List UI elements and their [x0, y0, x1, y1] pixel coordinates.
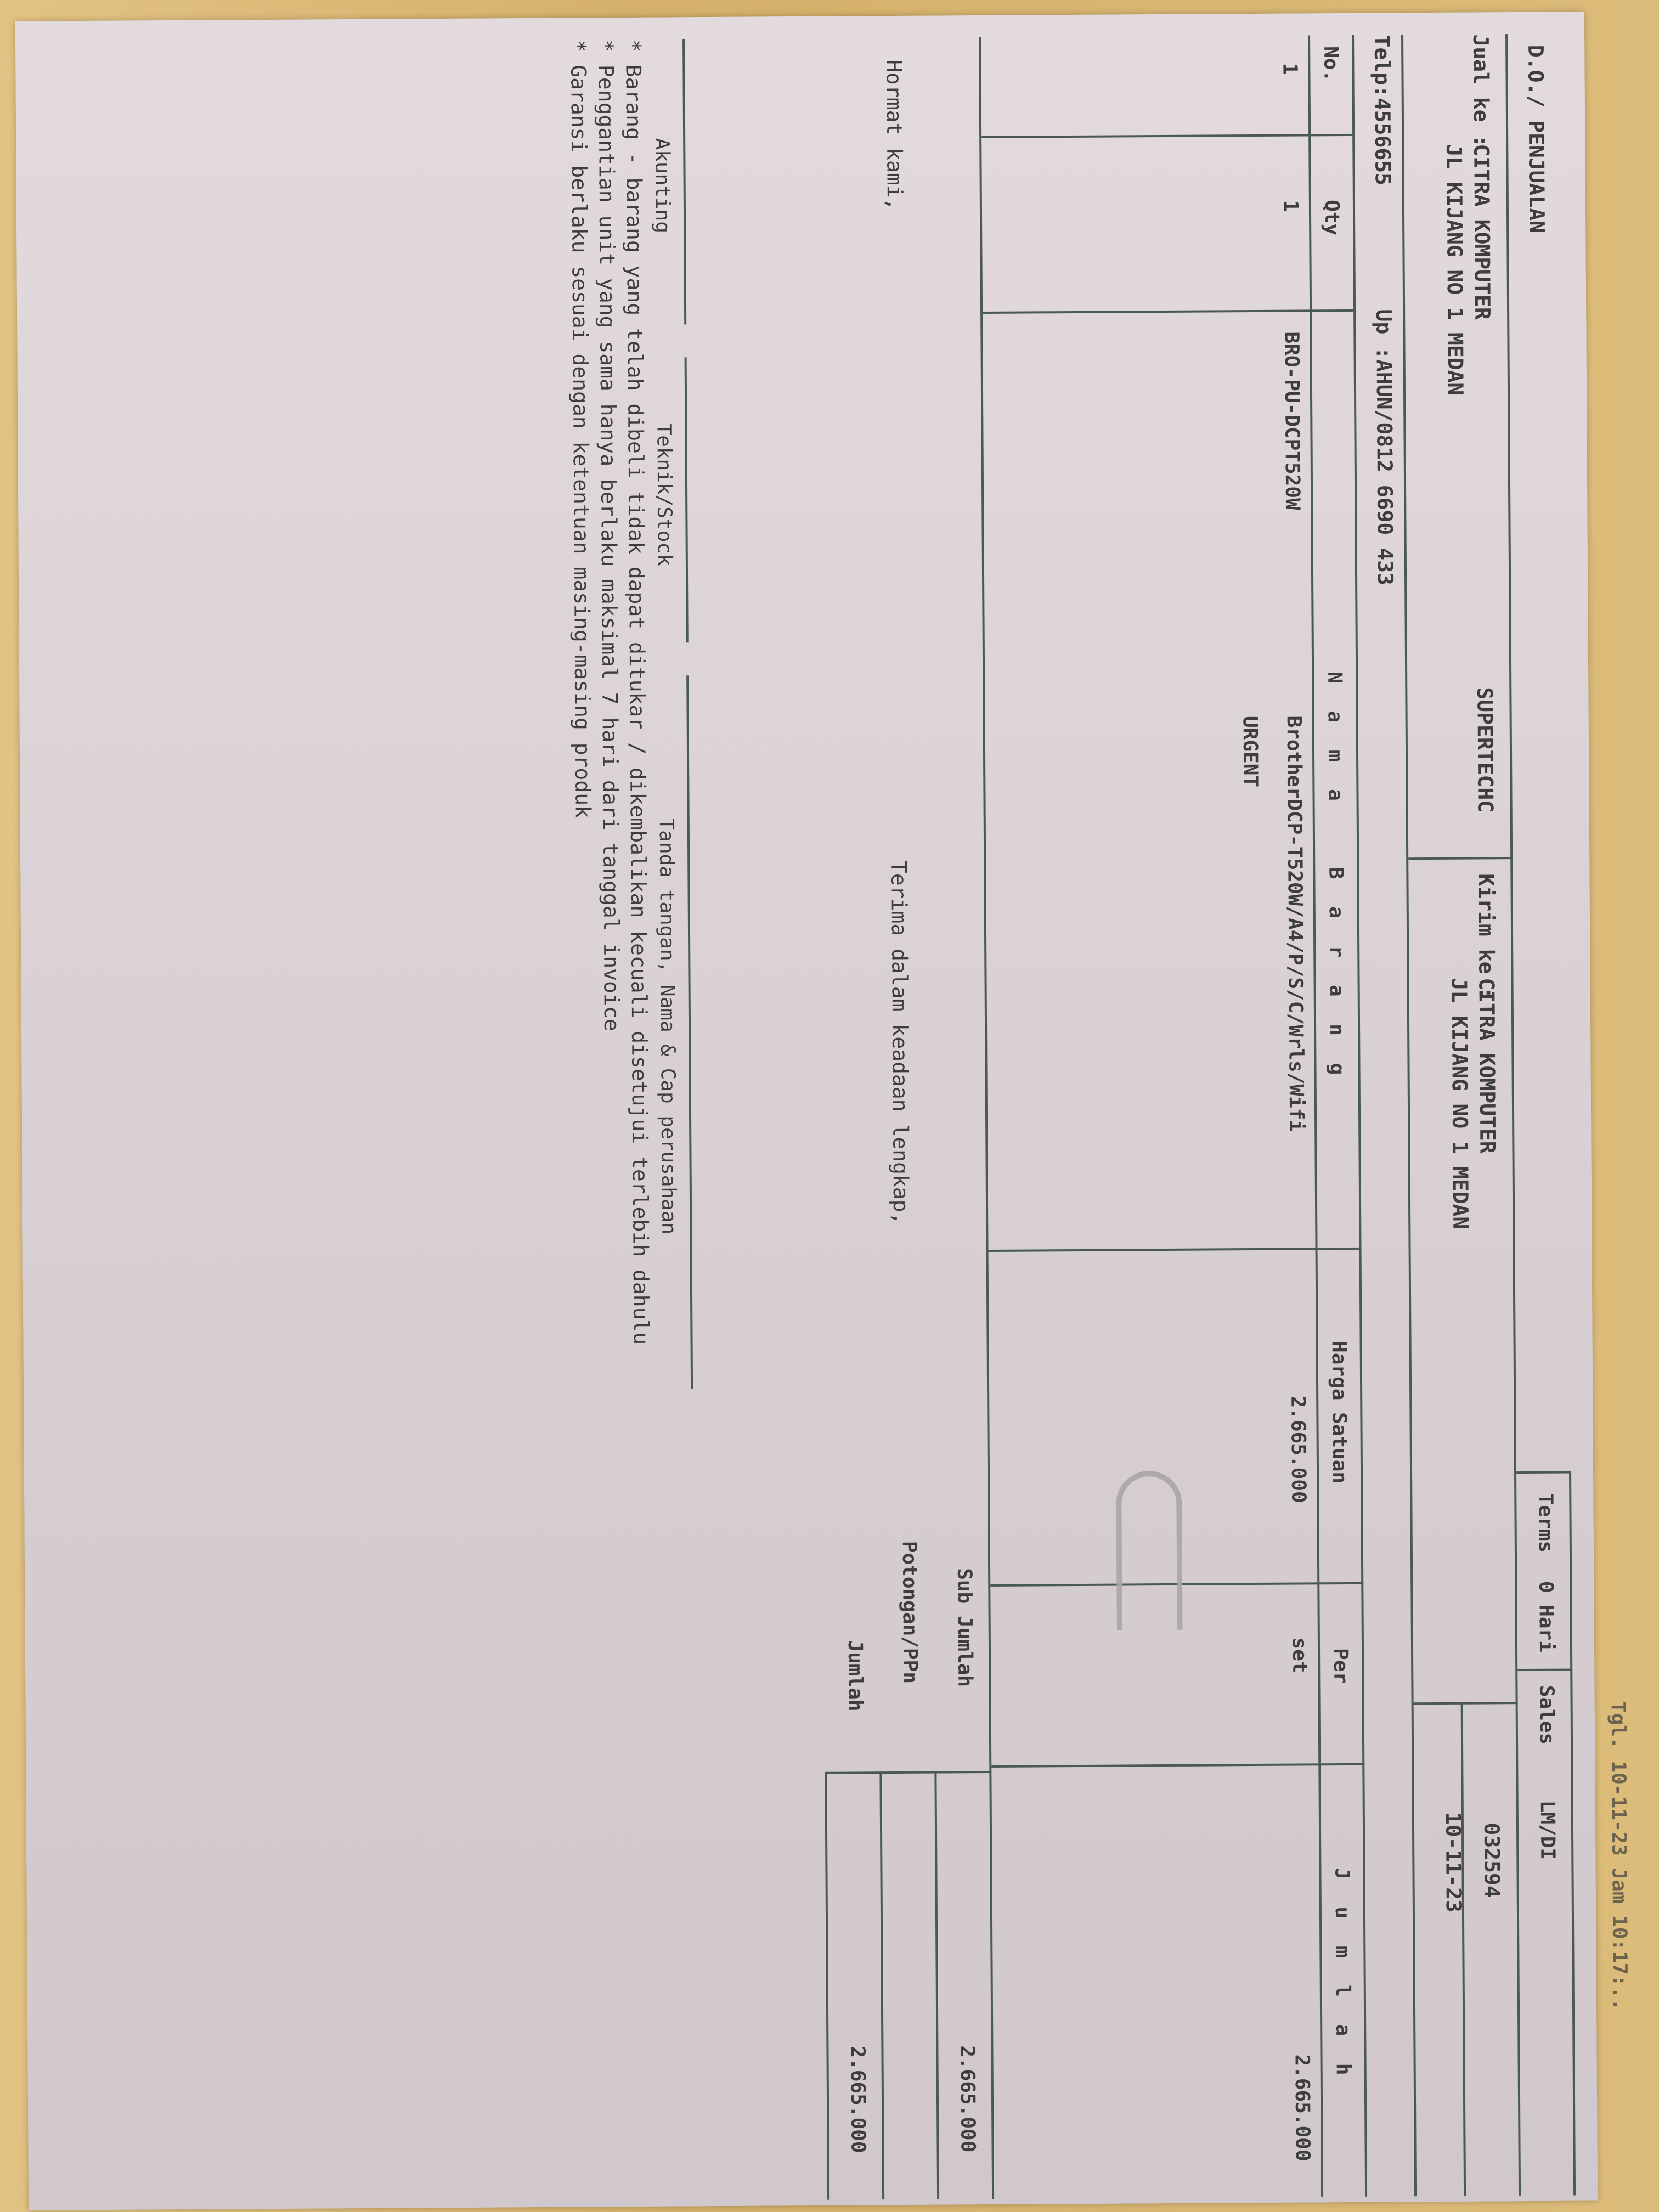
- terms-box-left: [1516, 1471, 1571, 1474]
- sign-line-stock: [685, 357, 689, 642]
- delivery-order-paper: [15, 12, 1632, 2210]
- col-header-qty: Qty: [1320, 199, 1344, 236]
- col-header-name: N a m a B a r a n g: [1323, 671, 1348, 1083]
- note-3: * Garansi berlaku sesuai dengan ketentuan masing-masing produk: [566, 40, 595, 819]
- row-unit-price: 2.665.000: [1286, 1396, 1310, 1503]
- sales-value: LM/DI: [1536, 1800, 1559, 1860]
- row-amount: 2.665.000: [1290, 2054, 1314, 2162]
- sales-box-left: [1517, 1668, 1572, 1671]
- ship-to-divider: [1408, 857, 1513, 860]
- subtotal-label: Sub Jumlah: [953, 1568, 977, 1688]
- col-divider-per: [991, 1763, 1364, 1768]
- row-item-code: BRO-PU-DCPT520W: [1280, 331, 1304, 510]
- terms-label: Terms: [1534, 1493, 1557, 1553]
- docno-box-left: [1414, 1702, 1518, 1705]
- seller-name: SUPERTECHC: [1472, 687, 1498, 813]
- print-date-fragment: Tgl. 10-11-23 Jam 10:17:..: [1606, 1701, 1632, 2011]
- totals-box-row2: [879, 1771, 884, 2199]
- ship-to-name: CITRA KOMPUTER: [1474, 978, 1500, 1154]
- paper-clip: [1116, 1471, 1183, 1630]
- document-date: 10-11-23: [1441, 1812, 1466, 1912]
- customer-rule: [1401, 35, 1417, 2196]
- header-box-top: [1569, 1471, 1576, 2195]
- terms-value: 0 Hari: [1534, 1581, 1558, 1652]
- table-header-rule: [1308, 35, 1323, 2197]
- header-rule: [1505, 34, 1521, 2196]
- totals-box-bottom: [825, 1772, 830, 2200]
- sold-to-label: Jual ke :: [1469, 34, 1494, 148]
- document-number: 032594: [1479, 1822, 1504, 1898]
- sales-label: Sales: [1535, 1685, 1559, 1745]
- customer-phone: Telp:4556655: [1370, 35, 1395, 186]
- delivery-order-document: [15, 12, 1632, 2210]
- col-header-price: Harga Satuan: [1327, 1340, 1351, 1484]
- col-header-amount: J u m l a h: [1330, 1867, 1355, 2083]
- note-1: * Barang - barang yang telah dibeli tidak dapat ditukar / dikembalikan kecuali disetujui terlebih dahulu: [621, 39, 653, 1345]
- sign-note-caption: Tanda tangan, Nama & Cap perusahaan: [654, 818, 680, 1235]
- customer-attention: Up :AHUN/0812 6690 433: [1372, 309, 1398, 585]
- subtotal-value: 2.665.000: [956, 2045, 979, 2153]
- sold-to-address: JL KIJANG NO 1 MEDAN: [1442, 144, 1468, 396]
- col-divider-name: [989, 1248, 1362, 1252]
- col-header-per: Per: [1329, 1647, 1352, 1684]
- totals-box-left: [827, 1771, 991, 1774]
- table-bottom-rule: [979, 37, 994, 2199]
- discount-label: Potongan/PPn: [898, 1541, 922, 1684]
- document-title: D.O./ PENJUALAN: [1523, 44, 1549, 234]
- row-qty: 1: [1279, 200, 1302, 212]
- col-divider-no: [981, 134, 1355, 138]
- accounting-caption: Akunting: [651, 138, 674, 234]
- table-top-rule: [1352, 35, 1367, 2197]
- row-item-name: BrotherDCP-T520W/A4/P/S/C/Wrls/Wifi: [1282, 715, 1308, 1132]
- row-no: 1: [1278, 63, 1301, 75]
- ship-to-label: Kirim ke :: [1474, 873, 1499, 1000]
- sold-to-name: CITRA KOMPUTER: [1469, 144, 1495, 320]
- total-value: 2.665.000: [846, 2046, 870, 2153]
- sign-line-company: [686, 675, 693, 1389]
- sign-line-accounting: [682, 39, 686, 324]
- col-header-no: No.: [1319, 46, 1342, 82]
- note-2: * Penggantian unit yang sama hanya berlaku maksimal 7 hari dari tanggal invoice: [594, 40, 624, 1031]
- row-item-remark: URGENT: [1238, 715, 1262, 788]
- totals-box-row1: [934, 1771, 939, 2199]
- row-per: set: [1288, 1637, 1311, 1673]
- ship-to-address: JL KIJANG NO 1 MEDAN: [1447, 978, 1473, 1229]
- received-text: Terima dalam keadaan lengkap,: [887, 860, 913, 1225]
- total-label: Jumlah: [843, 1640, 867, 1712]
- regards-text: Hormat kami,: [882, 59, 907, 211]
- tech-stock-caption: Teknik/Stock: [652, 423, 676, 566]
- col-divider-qty: [983, 309, 1356, 314]
- docno-box-mid: [1461, 1702, 1466, 2196]
